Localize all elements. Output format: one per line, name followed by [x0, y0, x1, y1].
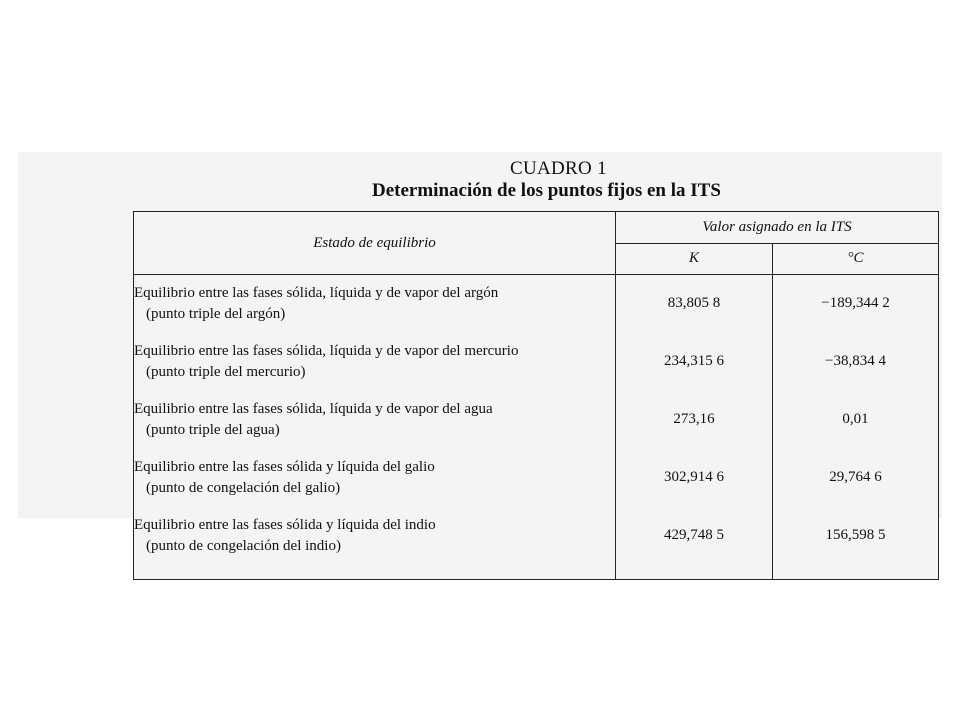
- table-row: [134, 395, 939, 453]
- row-kelvin-value: 302,914 6: [616, 453, 773, 511]
- row-description-line2: (punto triple del argón): [146, 306, 286, 322]
- table-row: [134, 453, 939, 511]
- row-celsius-value: −38,834 4: [773, 337, 939, 395]
- row-description-line2: (punto de congelación del galio): [146, 480, 341, 496]
- table-row: [134, 337, 939, 395]
- header-state: Estado de equilibrio: [134, 212, 616, 275]
- row-description: [134, 395, 616, 453]
- row-celsius-value: 156,598 5: [773, 511, 939, 580]
- row-celsius-value: 29,764 6: [773, 453, 939, 511]
- row-description: [134, 337, 616, 395]
- fixed-points-table: [133, 211, 939, 580]
- row-kelvin-value: 83,805 8: [616, 275, 773, 338]
- row-description-line1: Equilibrio entre las fases sólida y líquida del galio: [134, 459, 435, 475]
- header-unit-celsius: °C: [773, 243, 939, 275]
- row-description-line1: Equilibrio entre las fases sólida, líquida y de vapor del mercurio: [134, 343, 519, 359]
- row-description-line1: Equilibrio entre las fases sólida, líquida y de vapor del agua: [134, 401, 493, 417]
- table-row: [134, 511, 939, 580]
- row-description: [134, 511, 616, 580]
- header-unit-kelvin: K: [616, 243, 773, 275]
- table-title: Determinación de los puntos fijos en la ITS: [372, 180, 721, 201]
- row-kelvin-value: 234,315 6: [616, 337, 773, 395]
- header-value: Valor asignado en la ITS: [616, 212, 939, 244]
- table-number: CUADRO 1: [510, 158, 607, 179]
- row-description: [134, 453, 616, 511]
- row-description-line1: Equilibrio entre las fases sólida y líquida del indio: [134, 517, 436, 533]
- row-description-line2: (punto triple del mercurio): [146, 364, 306, 380]
- row-description-line2: (punto de congelación del indio): [146, 538, 341, 554]
- row-kelvin-value: 273,16: [616, 395, 773, 453]
- row-description-line1: Equilibrio entre las fases sólida, líquida y de vapor del argón: [134, 285, 499, 301]
- row-description: [134, 275, 616, 338]
- row-celsius-value: 0,01: [773, 395, 939, 453]
- table-row: [134, 275, 939, 338]
- row-description-line2: (punto triple del agua): [146, 422, 280, 438]
- row-kelvin-value: 429,748 5: [616, 511, 773, 580]
- row-celsius-value: −189,344 2: [773, 275, 939, 338]
